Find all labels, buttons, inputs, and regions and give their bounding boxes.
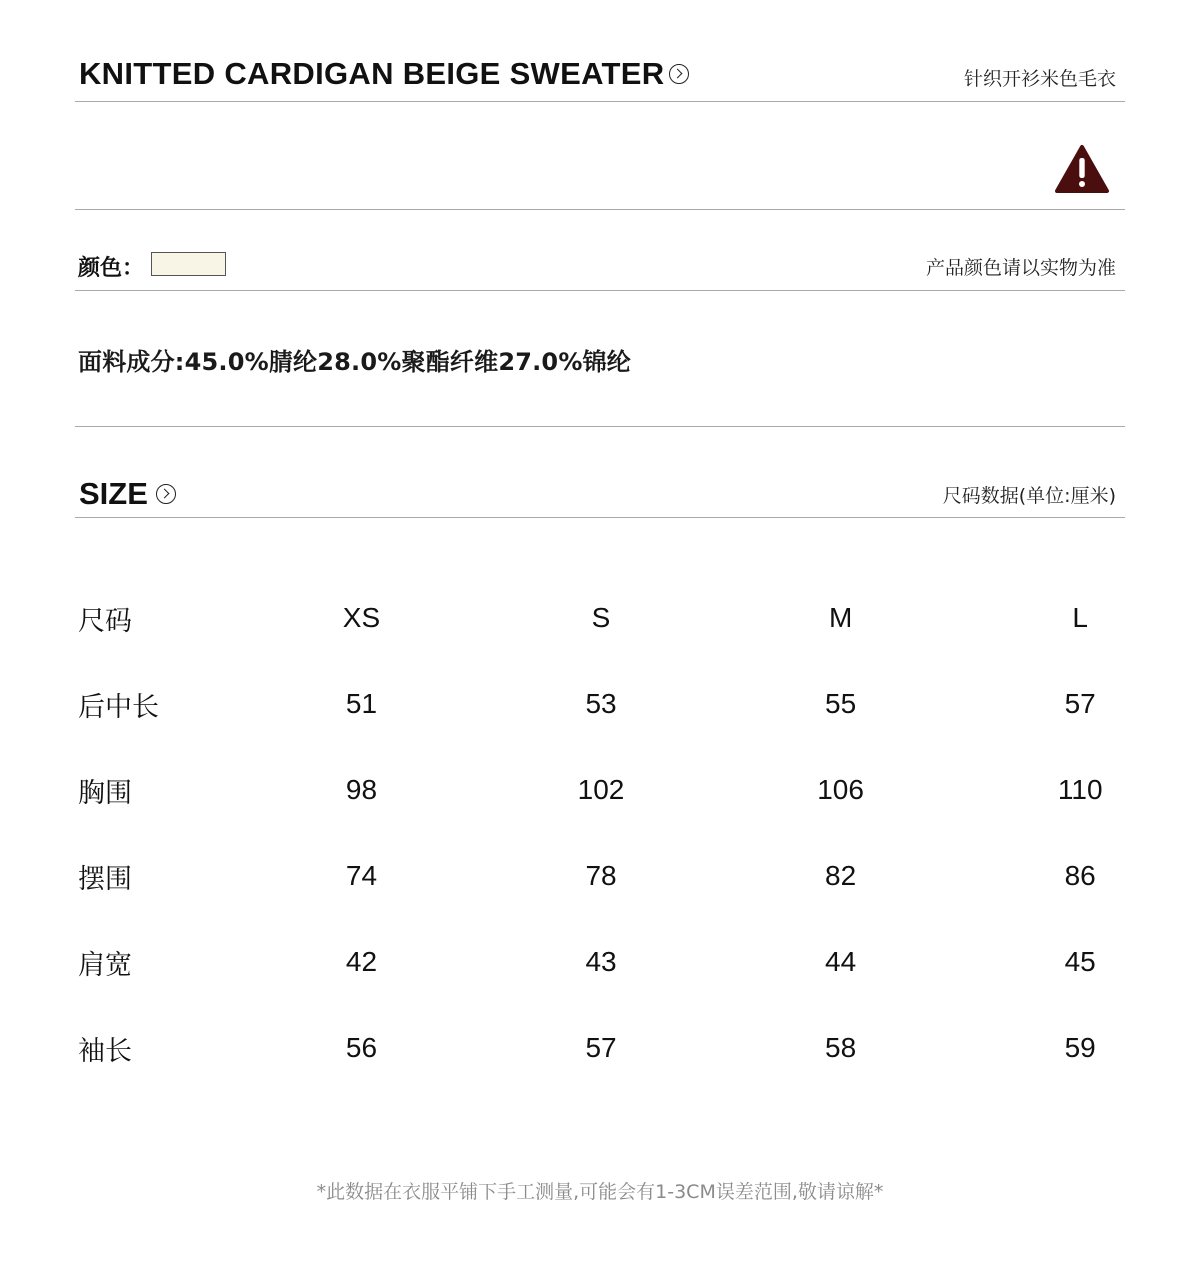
divider [75, 101, 1125, 102]
table-cell: 102 [577, 774, 625, 805]
table-cell: 57 [585, 1032, 617, 1063]
table-row [78, 661, 1200, 747]
color-label: 颜色： [78, 256, 145, 281]
table-cell: 58 [825, 1032, 857, 1063]
table-cell: 51 [345, 688, 378, 719]
table-row [78, 1005, 1200, 1091]
table-cell: 110 [1057, 774, 1103, 805]
divider [75, 209, 1125, 210]
table-row [78, 919, 1200, 1005]
table-cell: 59 [1064, 1032, 1096, 1063]
table-cell: 53 [585, 688, 617, 719]
color-swatch [151, 252, 226, 276]
table-cell: 86 [1064, 860, 1096, 891]
table-cell: 74 [345, 860, 378, 891]
size-title-text: SIZE [79, 476, 148, 511]
table-cell: 42 [345, 946, 378, 977]
row-label: 摆围 [78, 863, 132, 895]
row-label: 肩宽 [78, 949, 132, 981]
table-cell: 44 [825, 946, 857, 977]
chevron-right-circle-icon[interactable] [669, 64, 689, 84]
table-cell: 82 [825, 860, 857, 891]
size-header-l: L [1072, 602, 1088, 633]
table-cell: 45 [1064, 946, 1096, 977]
product-title-text: KNITTED CARDIGAN BEIGE SWEATER [79, 56, 665, 91]
row-label: 尺码 [78, 605, 132, 637]
table-cell: 56 [345, 1032, 378, 1063]
color-note: 产品颜色请以实物为准 [925, 257, 1116, 279]
table-header-row [78, 575, 1200, 661]
table-cell: 106 [817, 774, 864, 805]
table-row [78, 833, 1200, 919]
size-table [78, 575, 1200, 1091]
size-section-title [79, 476, 176, 512]
table-cell: 78 [585, 860, 617, 891]
table-cell: 55 [825, 688, 857, 719]
divider [75, 517, 1125, 518]
product-title-en [79, 56, 689, 92]
warning-triangle-icon [1054, 144, 1110, 194]
size-header-m: M [828, 602, 853, 633]
divider [75, 426, 1125, 427]
chevron-right-circle-icon[interactable] [156, 484, 176, 504]
size-header-s: S [591, 602, 611, 633]
row-label: 胸围 [78, 777, 132, 809]
table-cell: 98 [345, 774, 378, 805]
size-unit-note: 尺码数据(单位:厘米) [942, 485, 1116, 507]
table-cell: 43 [585, 946, 617, 977]
table-row [78, 747, 1200, 833]
fabric-composition: 面料成分:45.0%腈纶28.0%聚酯纤维27.0%锦纶 [78, 348, 631, 376]
measurement-footnote: *此数据在衣服平铺下手工测量,可能会有1-3CM误差范围,敬请谅解* [316, 1181, 884, 1203]
size-header-xs: XS [342, 602, 381, 633]
row-label: 袖长 [78, 1035, 132, 1067]
row-label: 后中长 [78, 691, 159, 723]
table-cell: 57 [1064, 688, 1096, 719]
product-title-cn: 针织开衫米色毛衣 [963, 68, 1116, 90]
divider [75, 290, 1125, 291]
